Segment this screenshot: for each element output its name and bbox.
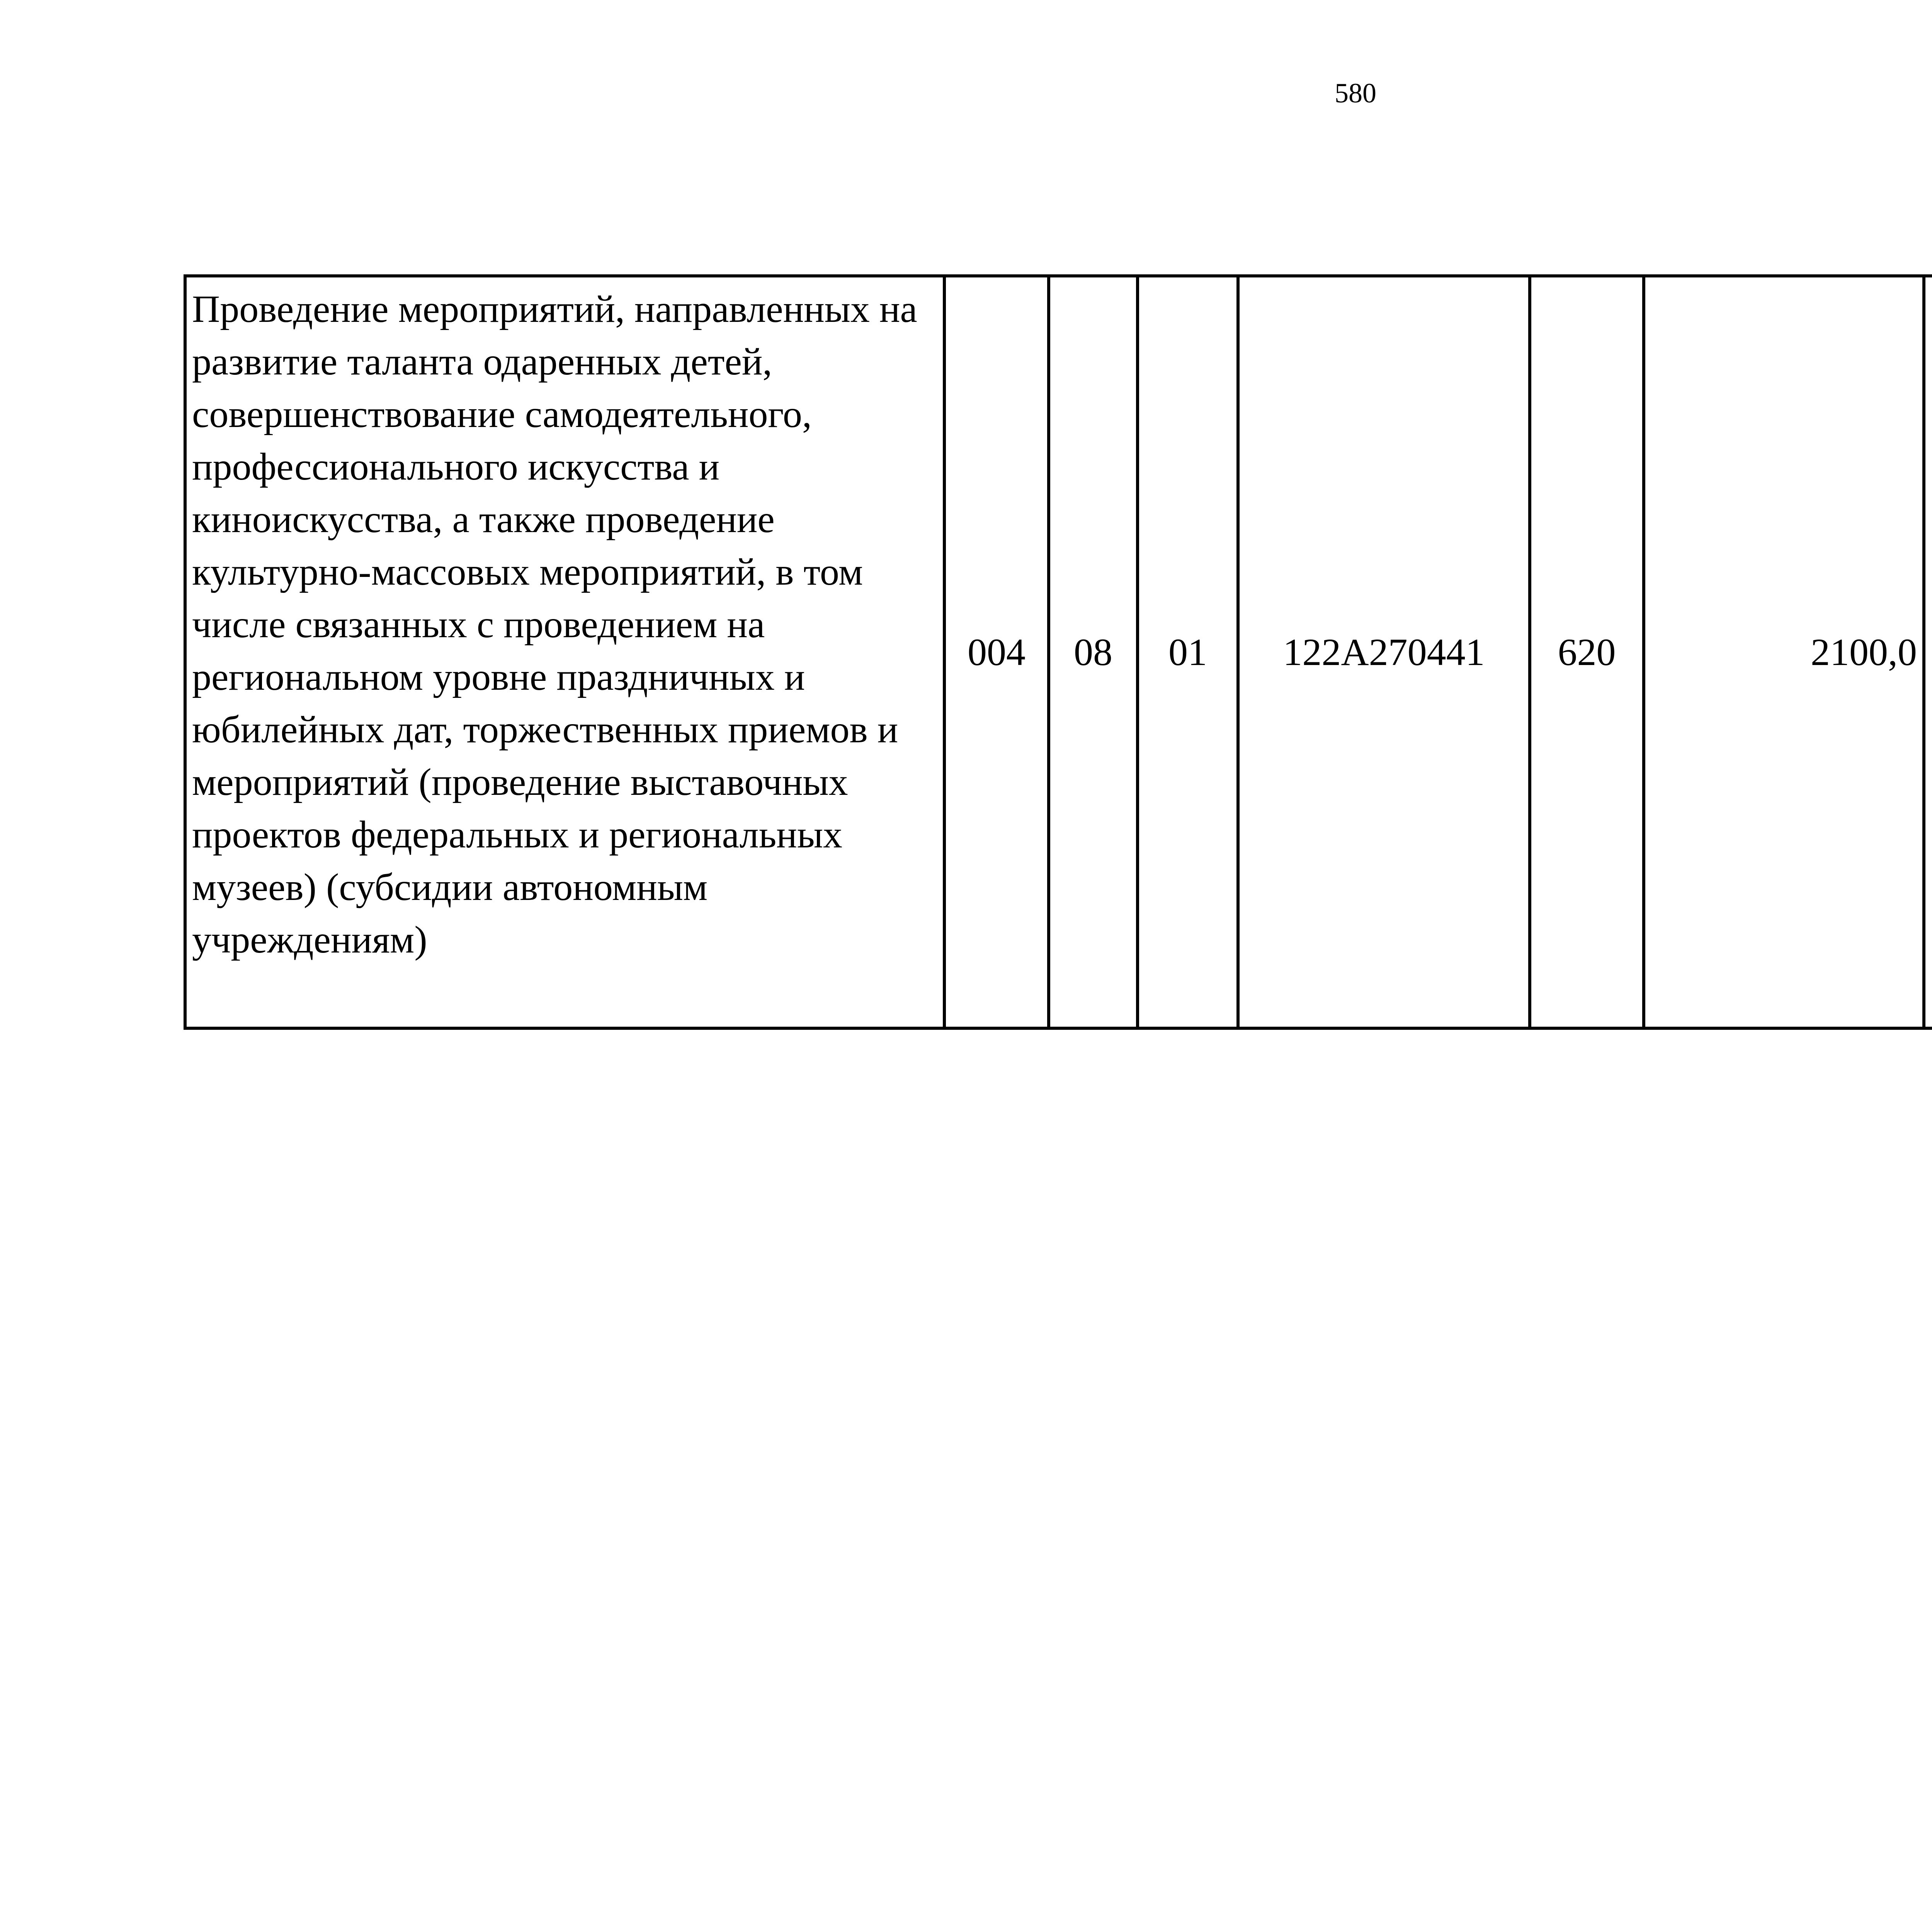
- expense-type-code: 620: [1530, 276, 1644, 1028]
- section-code: 08: [1049, 276, 1138, 1028]
- table-row: [185, 276, 1932, 1028]
- amount-year-2: [1924, 276, 1932, 1028]
- ministry-code: 004: [944, 276, 1049, 1028]
- amount-year-1: 2100,0: [1644, 276, 1924, 1028]
- budget-table: [184, 274, 1932, 1030]
- page-number: 580: [1335, 78, 1376, 109]
- target-article-code: 122А270441: [1238, 276, 1530, 1028]
- subsection-code: 01: [1138, 276, 1238, 1028]
- row-description: Проведение мероприятий, направленных на развитие таланта одаренных детей, совершенствование самодеятельного, профессионального искусства и киноискусства, а также проведение культурно-массовых мероприятий, в том числе связанных с проведением на региональном уровне праздничных и юбилейных дат, торжественных приемов и мероприятий (проведение выставочных проектов федеральных и региональных музеев) (субсидии автономным учреждениям): [185, 276, 944, 1028]
